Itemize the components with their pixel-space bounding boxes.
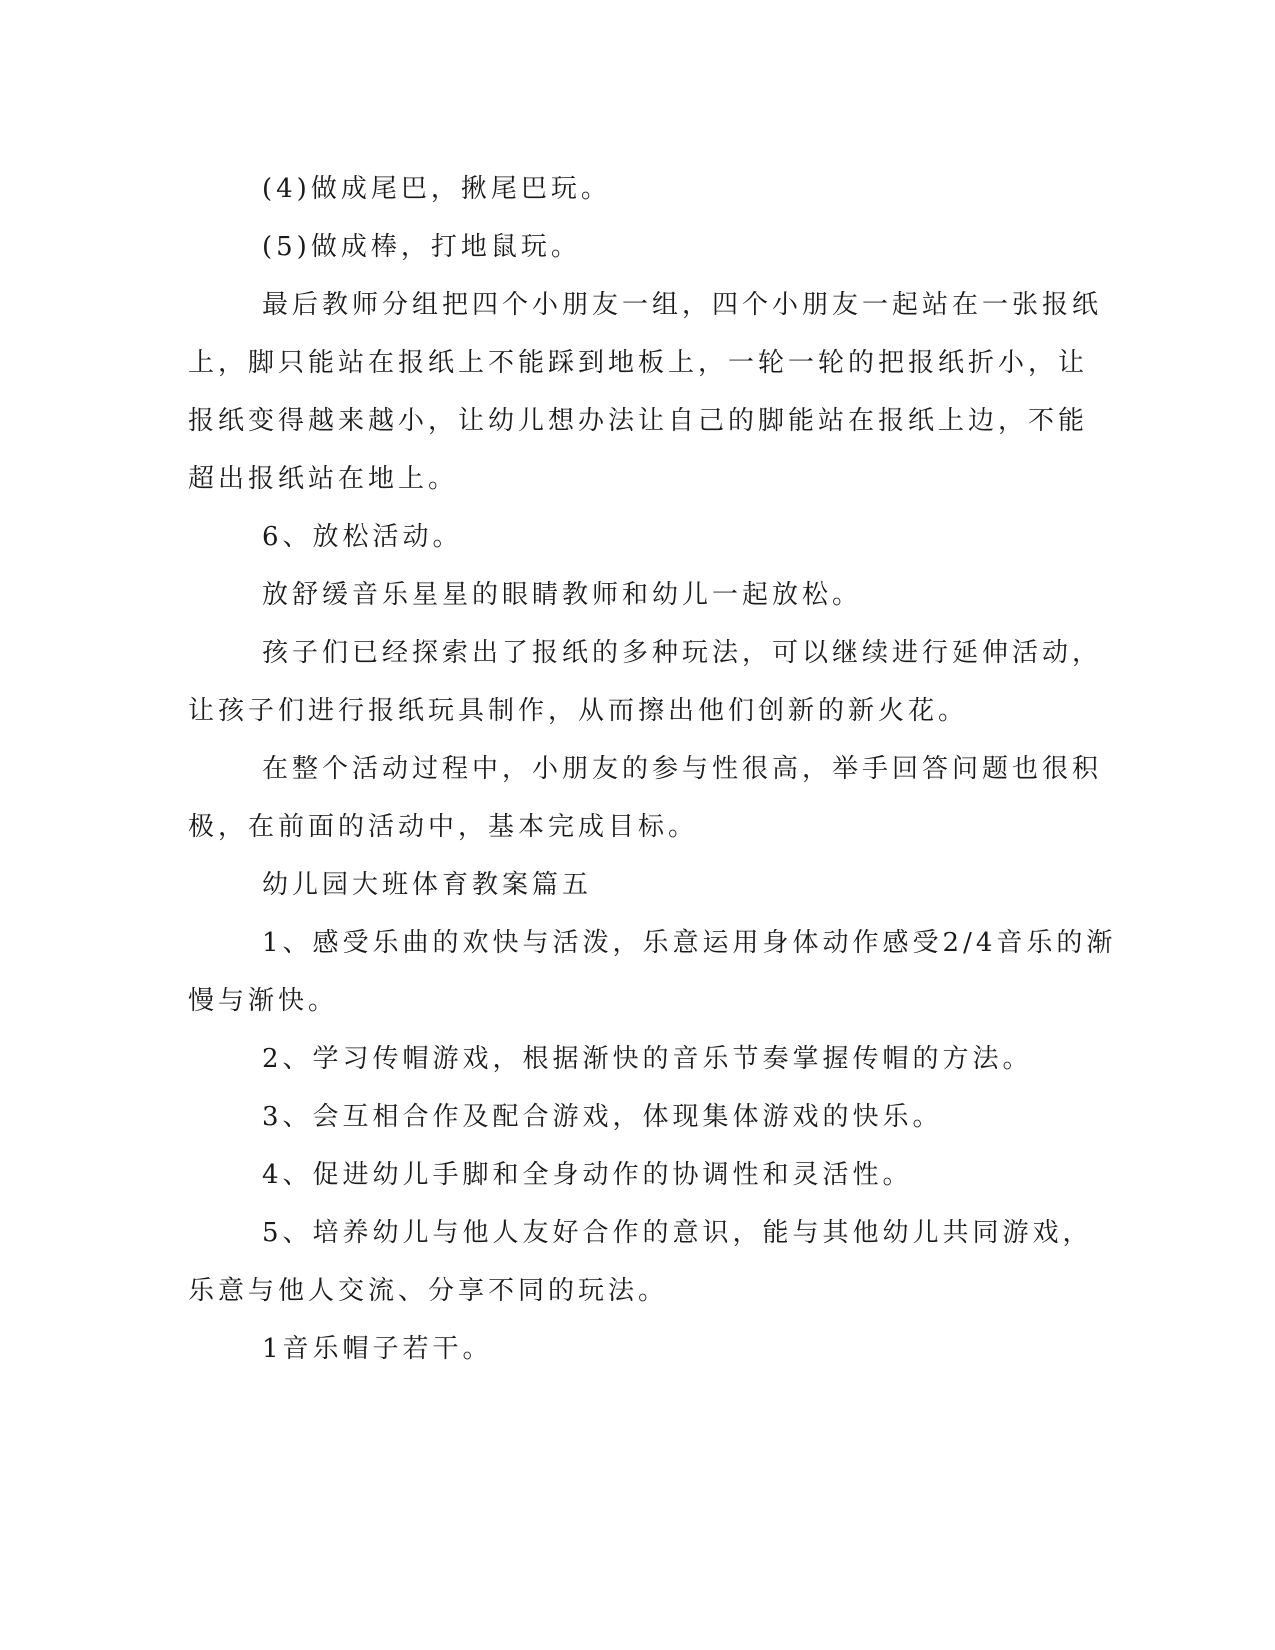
text-line: 2、学习传帽游戏，根据渐快的音乐节奏掌握传帽的方法。 [262, 1044, 1033, 1074]
text-line: 极，在前面的活动中，基本完成目标。 [188, 812, 699, 842]
text-line: 4、促进幼儿手脚和全身动作的协调性和灵活性。 [262, 1160, 913, 1190]
text-line: 5、培养幼儿与他人友好合作的意识，能与其他幼儿共同游戏， [262, 1218, 1093, 1248]
text-line: 3、会互相合作及配合游戏，体现集体游戏的快乐。 [262, 1102, 943, 1132]
text-line: (4)做成尾巴，揪尾巴玩。 [262, 174, 611, 204]
text-line: 放舒缓音乐星星的眼睛教师和幼儿一起放松。 [262, 580, 863, 610]
text-line: 乐意与他人交流、分享不同的玩法。 [188, 1276, 669, 1306]
text-line: 超出报纸站在地上。 [188, 464, 459, 494]
text-line: (5)做成棒，打地鼠玩。 [262, 232, 581, 262]
text-line: 慢与渐快。 [188, 986, 339, 1016]
text-line: 在整个活动过程中，小朋友的参与性很高，举手回答问题也很积 [262, 754, 1103, 784]
section-heading: 幼儿园大班体育教案篇五 [262, 870, 593, 900]
text-line: 1音乐帽子若干。 [262, 1334, 493, 1364]
text-line: 6、放松活动。 [262, 522, 463, 552]
text-line: 1、感受乐曲的欢快与活泼，乐意运用身体动作感受2/4音乐的渐 [262, 928, 1117, 958]
text-line: 孩子们已经探索出了报纸的多种玩法，可以继续进行延伸活动， [262, 638, 1103, 668]
text-line: 报纸变得越来越小，让幼儿想办法让自己的脚能站在报纸上边，不能 [188, 406, 1089, 436]
text-line: 上，脚只能站在报纸上不能踩到地板上，一轮一轮的把报纸折小，让 [188, 348, 1089, 378]
text-line: 让孩子们进行报纸玩具制作，从而擦出他们创新的新火花。 [188, 696, 969, 726]
text-line: 最后教师分组把四个小朋友一组，四个小朋友一起站在一张报纸 [262, 290, 1103, 320]
